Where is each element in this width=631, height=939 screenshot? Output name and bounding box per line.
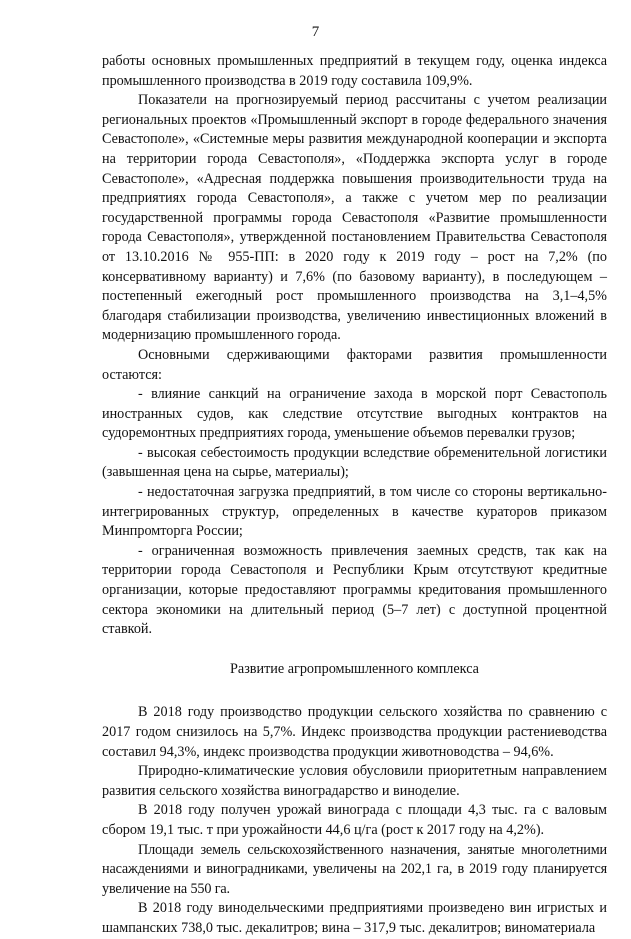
paragraph-grape-harvest: В 2018 году получен урожай винограда с площади 4,3 тыс. га с валовым сбором 19,1 тыс. т при урожайности 44,6 ц/га (рост к 2017 году на 4,2%). [102,802,607,838]
paragraph-agro-production: В 2018 году производство продукции сельского хозяйства по сравнению с 2017 годом снизилось на 5,7%. Индекс производства продукции растениеводства составил 94,3%, индекс производства продукции животноводства – 94,6%. [102,704,607,760]
paragraph-wine-production: В 2018 году винодельческими предприятиями произведено вин игристых и шампанских 738,0 тыс. декалитров; вина – 317,9 тыс. декалитров; виноматериала [102,900,607,936]
paragraph-industry-continuation: работы основных промышленных предприятий в текущем году, оценка индекса промышленного производства в 2019 году составила 109,9%. [102,53,607,89]
document-body [102,52,607,939]
paragraph-constraining-factors: Основными сдерживающими факторами развития промышленности остаются: [102,346,607,383]
section-heading: Развитие агропромышленного комплекса [230,660,479,677]
page-number: 7 [311,24,320,40]
list-item-low-load: - недостаточная загрузка предприятий, в том числе со стороны вертикально-интегрированных структур, определенных в качестве кураторов приказом Минпромторга России; [102,484,607,540]
list-item-limited-credit: - ограниченная возможность привлечения заемных средств, так как на территории города Севастополя и Республики Крым отсутствуют кредитные организации, которые предоставляют программы кредитования промышленного сектора экономики на длительный период (5–7 лет) с доступной процентной ставкой. [102,542,607,638]
paragraph-forecast-indicators: Показатели на прогнозируемый период рассчитаны с учетом реализации региональных проектов «Промышленный экспорт в городе федерального значения Севастополе», «Системные меры развития международной кооперации и экспорта на территории города Севастополя», «Поддержка экспорта услуг в городе Севастополе», «Адресная поддержка повышения производительности труда на предприятиях города Севастополя», а также с учетом мер по реализации государственной программы города Севастополя «Развитие промышленности города Севастополя», утвержденной постановлением Правительства Севастополя от 13.10.2016 № 955-ПП: в 2020 году к 2019 году – рост на 7,2% (по консервативному варианту) и 7,6% (по базовому варианту), в последующем – постепенный ежегодный рост промышленного производства на 3,1–4,5% благодаря стабилизации производства, увеличению инвестиционных вложений в модернизацию промышленного города. [102,92,607,344]
paragraph-land-area: Площади земель сельскохозяйственного назначения, занятые многолетними насаждениями и виноградниками, увеличены на 202,1 га, в 2019 году планируется увеличение на 550 га. [102,841,607,897]
list-item-high-cost: - высокая себестоимость продукции вследствие обременительной логистики (завышенная цена на сырье, материалы); [102,444,607,481]
list-item-sanctions: - влияние санкций на ограничение захода в морской порт Севастополь иностранных судов, как следствие отсутствие выгодных контрактов на судоремонтных предприятиях города, уменьшение объемов перевалки грузов; [102,386,607,442]
paragraph-climate: Природно-климатические условия обусловили приоритетным направлением развития сельского хозяйства виноградарство и виноделие. [102,763,607,799]
